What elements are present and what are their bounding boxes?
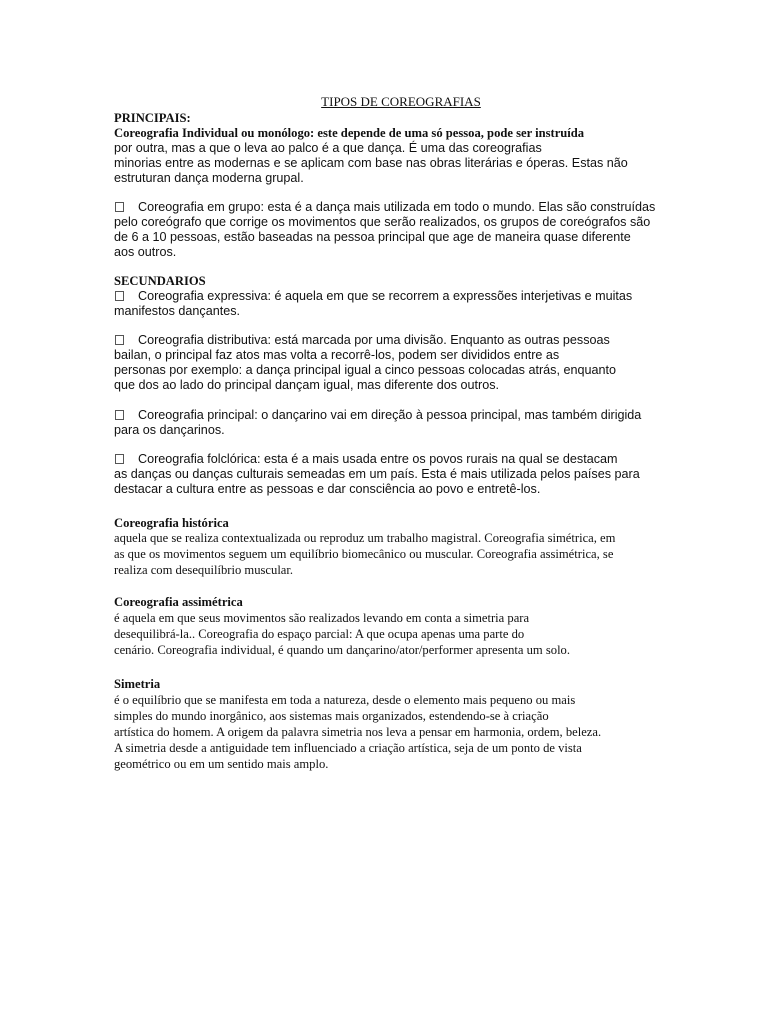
bullet-box-icon bbox=[115, 291, 124, 301]
distributiva-line: Coreografia distributiva: está marcada por uma divisão. Enquanto as outras pessoas bbox=[138, 333, 610, 347]
grupo-line: Coreografia em grupo: esta é a dança mais utilizada em todo o mundo. Elas são construídas bbox=[138, 200, 656, 214]
principal-line: para os dançarinos. bbox=[114, 423, 225, 437]
historica-line: realiza com desequilíbrio muscular. bbox=[114, 563, 294, 577]
folclorica-item bbox=[114, 451, 618, 467]
assimetrica-line: cenário. Coreografia individual, é quando um dançarino/ator/performer apresenta um solo. bbox=[114, 643, 571, 657]
simetria-line: é o equilíbrio que se manifesta em toda a natureza, desde o elemento mais pequeno ou mais bbox=[114, 693, 576, 707]
assimetrica-heading: Coreografia assimétrica bbox=[114, 595, 243, 609]
folclorica-line: destacar a cultura entre as pessoas e dar consciência ao povo e entretê-los. bbox=[114, 482, 541, 496]
grupo-line: aos outros. bbox=[114, 245, 177, 259]
principal-line: Coreografia principal: o dançarino vai em direção à pessoa principal, mas também dirigida bbox=[138, 408, 642, 422]
grupo-line: de 6 a 10 pessoas, estão baseadas na pessoa principal que age de maneira quase diferente bbox=[114, 230, 631, 244]
simetria-line: simples do mundo inorgânico, aos sistemas mais organizados, estendendo-se à criação bbox=[114, 709, 549, 723]
assimetrica-line: desequilibrá-la.. Coreografia do espaço parcial: A que ocupa apenas uma parte do bbox=[114, 627, 525, 641]
folclorica-line: Coreografia folclórica: esta é a mais usada entre os povos rurais na qual se destacam bbox=[138, 452, 618, 466]
individual-line: estruturan dança moderna grupal. bbox=[114, 171, 304, 185]
bullet-box-icon bbox=[115, 410, 124, 420]
historica-line: aquela que se realiza contextualizada ou reproduz um trabalho magistral. Coreografia simétrica, em bbox=[114, 531, 616, 545]
distributiva-item bbox=[114, 332, 610, 348]
distributiva-line: bailan, o principal faz atos mas volta a recorrê-los, podem ser divididos entre as bbox=[114, 348, 560, 362]
grupo-line: pelo coreógrafo que corrige os movimentos que serão realizados, os grupos de coreógrafos são bbox=[114, 215, 651, 229]
bullet-box-icon bbox=[115, 335, 124, 345]
grupo-item bbox=[114, 199, 655, 215]
distributiva-line: que dos ao lado do principal dançam igual, mas diferente dos outros. bbox=[114, 378, 500, 392]
expressiva-line: Coreografia expressiva: é aquela em que se recorrem a expressões interjetivas e muitas bbox=[138, 289, 633, 303]
distributiva-line: personas por exemplo: a dança principal igual a cinco pessoas colocadas atrás, enquanto bbox=[114, 363, 616, 377]
individual-line: minorias entre as modernas e se aplicam com base nas obras literárias e óperas. Estas não bbox=[114, 156, 628, 170]
historica-heading: Coreografia histórica bbox=[114, 516, 229, 530]
principal-item bbox=[114, 407, 641, 423]
principais-heading: PRINCIPAIS: bbox=[114, 111, 191, 125]
secundarios-heading: SECUNDARIOS bbox=[114, 274, 206, 288]
assimetrica-line: é aquela em que seus movimentos são realizados levando em conta a simetria para bbox=[114, 611, 530, 625]
document-title: TIPOS DE COREOGRAFIAS bbox=[321, 94, 481, 109]
folclorica-line: as danças ou danças culturais semeadas em um país. Esta é mais utilizada pelos países para bbox=[114, 467, 640, 481]
bullet-box-icon bbox=[115, 202, 124, 212]
simetria-heading: Simetria bbox=[114, 677, 161, 691]
simetria-line: geométrico ou em um sentido mais amplo. bbox=[114, 757, 329, 771]
expressiva-line: manifestos dançantes. bbox=[114, 304, 241, 318]
individual-line: por outra, mas a que o leva ao palco é a que dança. É uma das coreografias bbox=[114, 141, 542, 155]
simetria-line: artística do homem. A origem da palavra simetria nos leva a pensar em harmonia, ordem, beleza. bbox=[114, 725, 602, 739]
simetria-line: A simetria desde a antiguidade tem influenciado a criação artística, seja de um ponto de vista bbox=[114, 741, 582, 755]
bullet-box-icon bbox=[115, 454, 124, 464]
historica-line: as que os movimentos seguem um equilíbrio biomecânico ou muscular. Coreografia assimétrica, se bbox=[114, 547, 614, 561]
individual-lead: Coreografia Individual ou monólogo: este depende de uma só pessoa, pode ser instruída bbox=[114, 126, 585, 140]
expressiva-item bbox=[114, 288, 632, 304]
